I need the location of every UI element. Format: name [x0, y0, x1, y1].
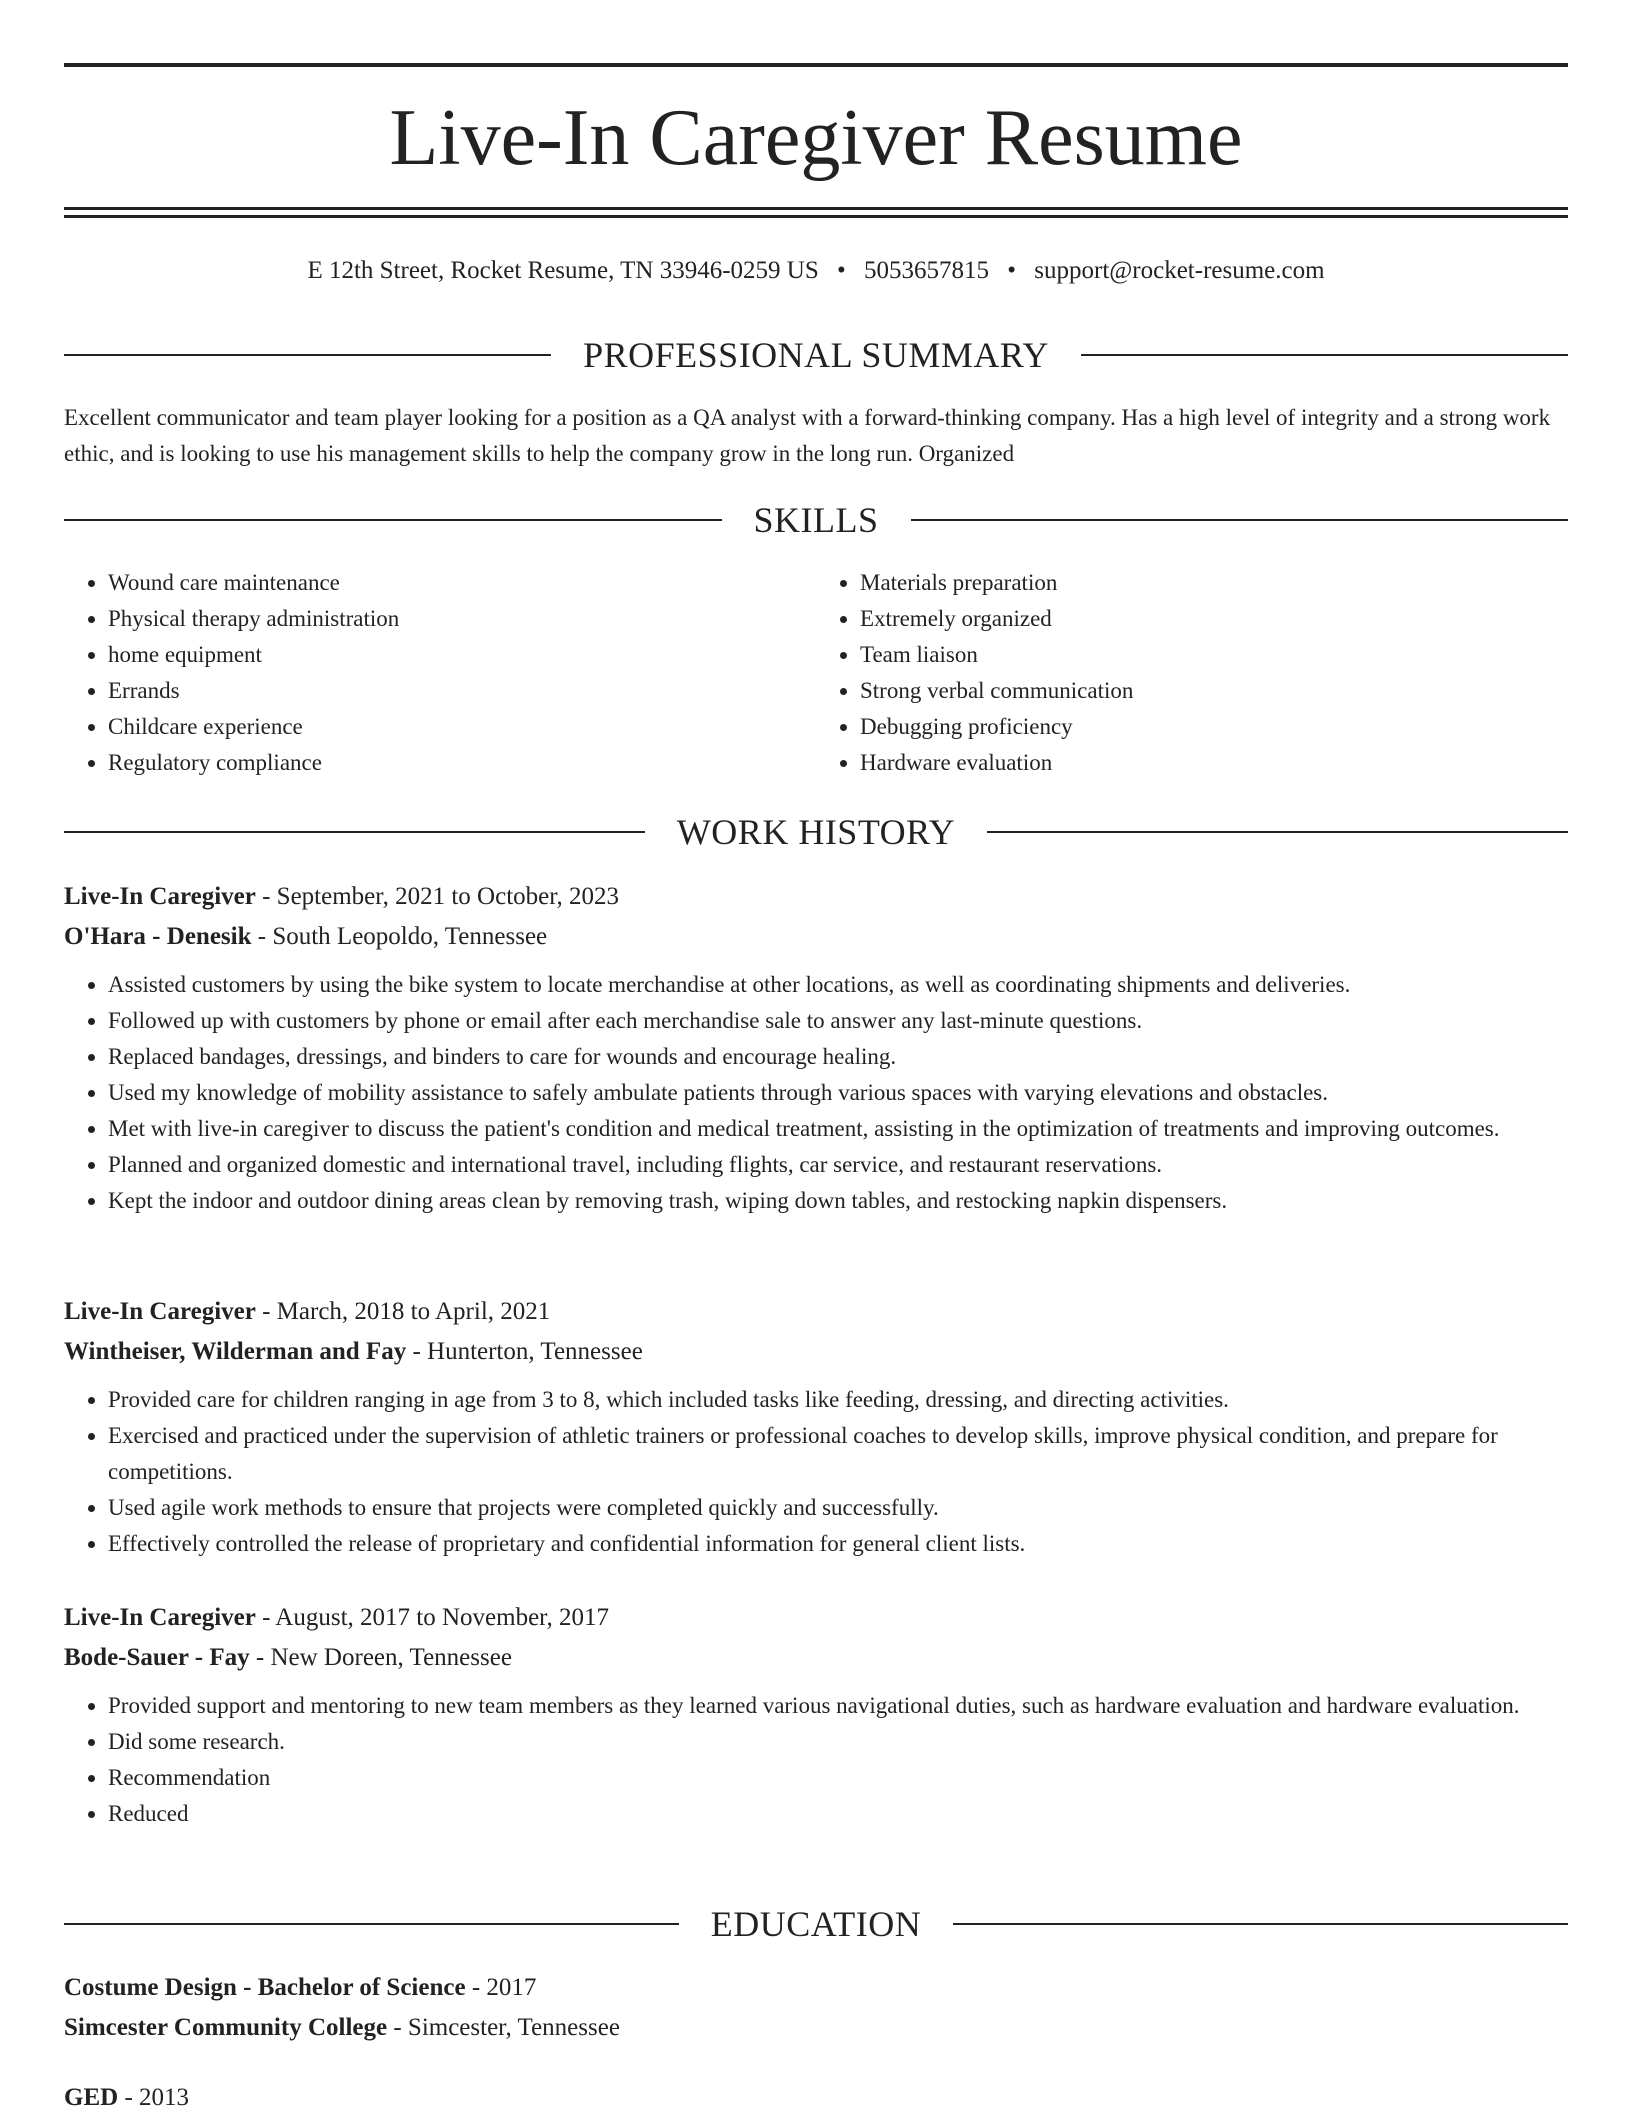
job-entry	[64, 1292, 1568, 1562]
job-title-line	[64, 1292, 1568, 1332]
job-bullet: • Met with live-in caregiver to discuss the patient's condition and medical treatment, assisting in the optimization of treatments and improving outcomes.	[108, 1111, 1568, 1147]
heading-rule-left	[64, 831, 645, 833]
heading-rule-right	[953, 1923, 1568, 1925]
job-dates: - August, 2017 to November, 2017	[255, 1604, 609, 1631]
skill-item: • Strong verbal communication	[860, 673, 1568, 709]
contact-line	[64, 254, 1568, 288]
job-bullet: • Used agile work methods to ensure that projects were completed quickly and successfully.	[108, 1490, 1568, 1526]
job-dates: - September, 2021 to October, 2023	[255, 883, 620, 910]
job-employer: Wintheiser, Wilderman and Fay	[64, 1338, 407, 1365]
job-bullet: • Provided care for children ranging in age from 3 to 8, which included tasks like feeding, dressing, and directing activities.	[108, 1382, 1568, 1418]
section-heading-education	[64, 1904, 1568, 1944]
job-entry	[64, 877, 1568, 1219]
title-rule-lower	[64, 215, 1568, 218]
skill-item: • Childcare experience	[108, 709, 816, 745]
job-employer-line	[64, 1332, 1568, 1372]
job-dates: - March, 2018 to April, 2021	[255, 1298, 551, 1325]
job-bullet: • Assisted customers by using the bike system to locate merchandise at other locations, as well as coordinating shipments and deliveries.	[108, 967, 1568, 1003]
skill-item: • home equipment	[108, 637, 816, 673]
skill-item: • Wound care maintenance	[108, 565, 816, 601]
heading-rule-left	[64, 1923, 679, 1925]
section-title: PROFESSIONAL SUMMARY	[583, 335, 1049, 375]
job-bullet: • Exercised and practiced under the supervision of athletic trainers or professional coaches to develop skills, improve physical condition, and prepare for competitions.	[108, 1418, 1568, 1490]
job-bullets	[64, 1382, 1568, 1562]
contact-separator: •	[1007, 257, 1017, 284]
skill-item: • Physical therapy administration	[108, 601, 816, 637]
title-rule-upper	[64, 207, 1568, 210]
job-bullet: • Effectively controlled the release of proprietary and confidential information for general client lists.	[108, 1526, 1568, 1562]
job-bullets	[64, 1688, 1568, 1832]
job-entry	[64, 1598, 1568, 1832]
education-entry	[64, 2078, 1568, 2118]
degree: Costume Design - Bachelor of Science	[64, 1974, 466, 2001]
school: Simcester Community College	[64, 2014, 388, 2041]
degree-year: - 2013	[118, 2084, 190, 2111]
heading-rule-right	[1081, 354, 1568, 356]
top-rule	[64, 63, 1568, 67]
contact-email: support@rocket-resume.com	[1034, 257, 1325, 284]
job-location: - Hunterton, Tennessee	[406, 1338, 643, 1365]
skills-column-right	[816, 565, 1568, 781]
contact-separator: •	[836, 257, 846, 284]
job-location: - New Doreen, Tennessee	[249, 1644, 512, 1671]
job-employer-line	[64, 917, 1568, 957]
skill-item: • Debugging proficiency	[860, 709, 1568, 745]
skill-item: • Extremely organized	[860, 601, 1568, 637]
job-bullets	[64, 967, 1568, 1219]
contact-phone: 5053657815	[864, 257, 989, 284]
job-location: - South Leopoldo, Tennessee	[251, 923, 548, 950]
job-bullet: • Followed up with customers by phone or email after each merchandise sale to answer any last-minute questions.	[108, 1003, 1568, 1039]
degree: GED	[64, 2084, 119, 2111]
heading-rule-left	[64, 354, 551, 356]
resume-title: Live-In Caregiver Resume	[389, 94, 1243, 182]
heading-rule-left	[64, 519, 722, 521]
skill-item: • Regulatory compliance	[108, 745, 816, 781]
job-bullet: • Planned and organized domestic and international travel, including flights, car service, and restaurant reservations.	[108, 1147, 1568, 1183]
section-heading-work	[64, 812, 1568, 852]
education-entry	[64, 1968, 1568, 2048]
job-employer-line	[64, 1638, 1568, 1678]
skills-column-left	[64, 565, 816, 781]
job-title-line	[64, 1598, 1568, 1638]
heading-rule-right	[911, 519, 1569, 521]
skill-item: • Materials preparation	[860, 565, 1568, 601]
section-title: EDUCATION	[710, 1904, 922, 1944]
skills-list	[64, 565, 1568, 781]
section-title: WORK HISTORY	[676, 812, 956, 852]
job-bullet: • Reduced	[108, 1796, 1568, 1832]
school-location: - Simcester, Tennessee	[387, 2014, 620, 2041]
job-bullet: • Kept the indoor and outdoor dining areas clean by removing trash, wiping down tables, and restocking napkin dispensers.	[108, 1183, 1568, 1219]
job-bullet: • Replaced bandages, dressings, and binders to care for wounds and encourage healing.	[108, 1039, 1568, 1075]
degree-line	[64, 2078, 1568, 2118]
job-bullet: • Provided support and mentoring to new team members as they learned various navigational duties, such as hardware evaluation and hardware evaluation.	[108, 1688, 1568, 1724]
job-title-line	[64, 877, 1568, 917]
skill-item: • Errands	[108, 673, 816, 709]
section-heading-summary	[64, 335, 1568, 375]
job-bullet: • Used my knowledge of mobility assistance to safely ambulate patients through various spaces with varying elevations and obstacles.	[108, 1075, 1568, 1111]
school-line	[64, 2008, 1568, 2048]
job-title: Live-In Caregiver	[64, 883, 256, 910]
degree-year: - 2017	[465, 1974, 537, 2001]
contact-address: E 12th Street, Rocket Resume, TN 33946-0259 US	[307, 257, 819, 284]
job-employer: O'Hara - Denesik	[64, 923, 252, 950]
degree-line	[64, 1968, 1568, 2008]
job-title: Live-In Caregiver	[64, 1604, 256, 1631]
heading-rule-right	[987, 831, 1568, 833]
job-title: Live-In Caregiver	[64, 1298, 256, 1325]
summary-text: Excellent communicator and team player looking for a position as a QA analyst with a forward-thinking company. Has a high level of integrity and a strong work ethic, and is looking to use his management skills to help the company grow in the long run. Organized	[64, 405, 1551, 466]
skill-item: • Team liaison	[860, 637, 1568, 673]
section-title: SKILLS	[753, 500, 879, 540]
job-bullet: • Did some research.	[108, 1724, 1568, 1760]
job-bullet: • Recommendation	[108, 1760, 1568, 1796]
section-heading-skills	[64, 500, 1568, 540]
job-employer: Bode-Sauer - Fay	[64, 1644, 250, 1671]
skill-item: • Hardware evaluation	[860, 745, 1568, 781]
